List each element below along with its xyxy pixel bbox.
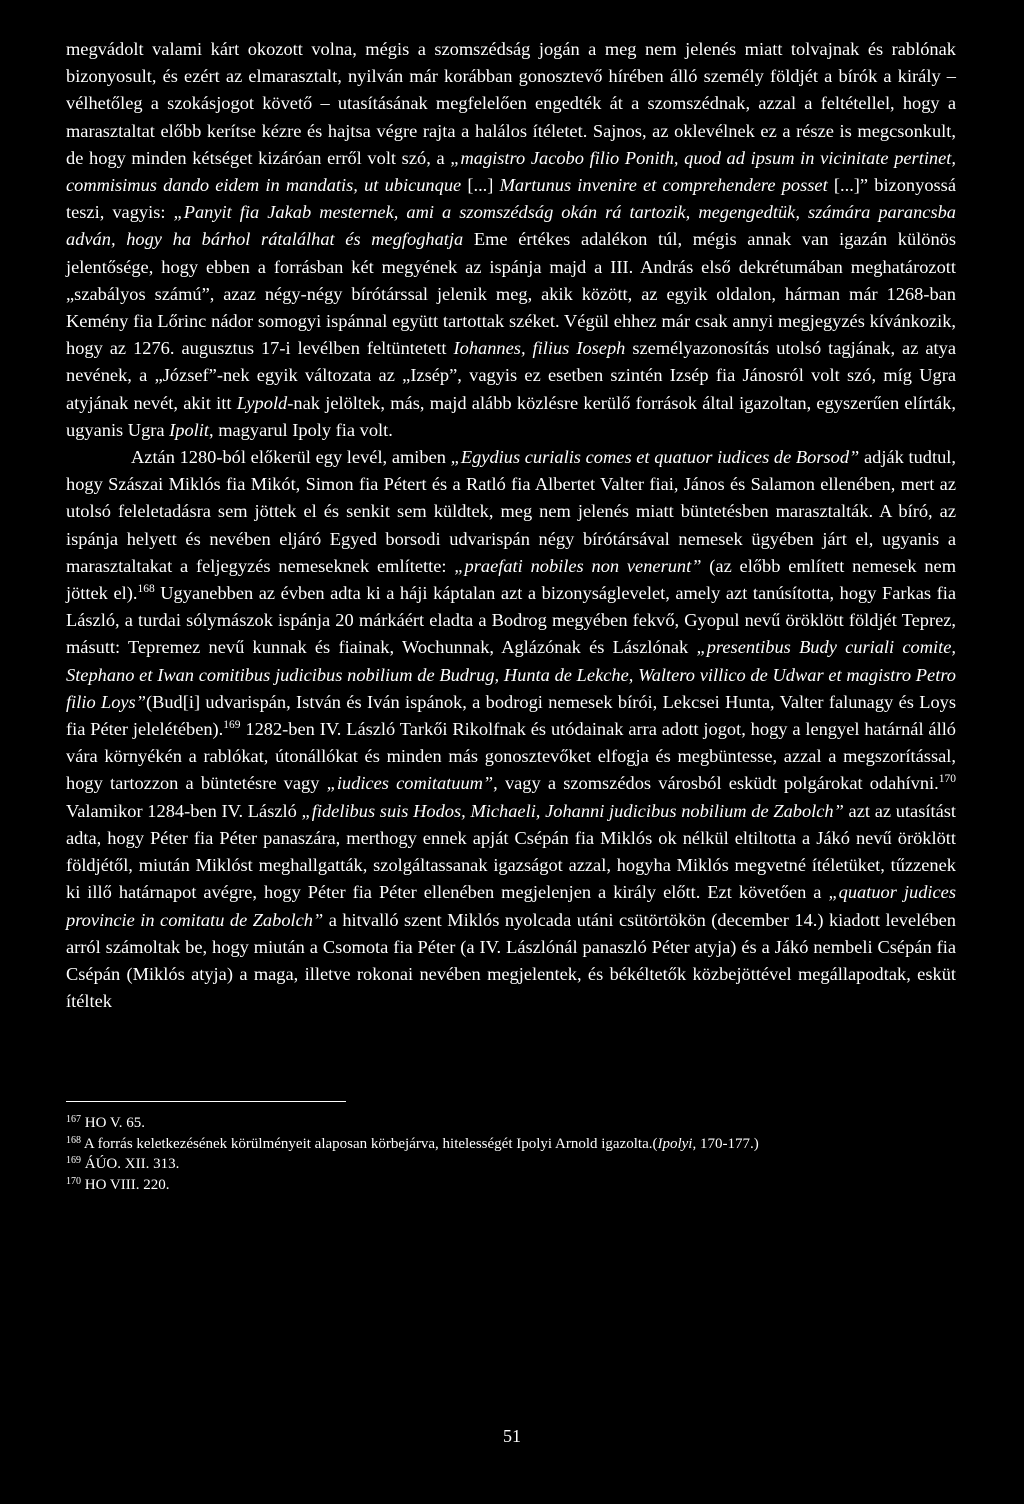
translation-quote: „Panyit fia Jakab mesternek, ami a szomszédság okán rá tartozik, megengedtük, számára parancsba adván, hogy ha bárhol rátalálhat és megfoghatja: [66, 202, 956, 250]
footnote-169: [66, 1154, 956, 1175]
page-number: 51: [503, 1426, 521, 1446]
footnote-ref-170[interactable]: 170: [938, 773, 956, 786]
latin-name: Lypold: [236, 392, 288, 413]
text-run: 1282-ben IV. László Tarkői Rikolfnak és utódainak arra adott jogot, hogy a lengyel határnál álló vára környékén a rablókat, útonállókat és minden más gonosztevőket elfogja és megbüntesse, azzal a megszorítással, hogy tartozzon a büntetésre vagy: [66, 719, 956, 794]
text-run: , magyarul Ipoly fia volt.: [209, 419, 393, 440]
paragraph-2: [66, 444, 956, 1015]
latin-name: Ipolit: [169, 419, 210, 440]
footnote-text: , 170-177.): [692, 1135, 759, 1152]
text-run: megvádolt valami kárt okozott volna, mégis a szomszédság jogán a meg nem jelenés miatt tolvajnak és rablónak bizonyosult, és ezért az elmarasztalt, nyilván már korábban gonosztevő hírében álló személy földjét a bírók a király – vélhetőleg a szokásjogot követő – utasításának megfelelően engedték át a szomszédnak, azzal a feltétellel, hogy a marasztaltat előbb kerítse kézre és hajtsa végre rajta a halálos ítéletet. Sajnos, az oklevélnek ez a része is megcsonkult, de hogy minden kétséget kizáróan erről volt szó, a: [66, 39, 956, 168]
footnote-number: 167: [66, 1114, 81, 1125]
paragraph-1: [66, 36, 956, 444]
latin-quote: „iudices comitatuum”: [326, 773, 494, 794]
body-text: [66, 36, 956, 1015]
footnote-divider: [66, 1101, 346, 1102]
footnote-italic: Ipolyi: [657, 1135, 693, 1152]
text-run: Ugyanebben az évben adta ki a háji káptalan azt a bizonyságlevelet, amely azt tanúsította, hogy Farkas fia László, a turdai sólymászok ispánja 20 márkáért eladta a Bodrog megyében fekvő, Gyopul nevű öröklött földjét Teprez, másutt: Tepremez nevű kunnak és fiainak, Wochunnak, Aglázónak és Lászlónak: [66, 583, 956, 658]
latin-quote: „magistro Jacobo filio Ponith, quod ad ipsum in vicinitate pertinet, commisimus dando eidem in mandatis, ut ubicunque: [66, 147, 956, 196]
footnote-text: ÁÚO. XII. 313.: [81, 1156, 180, 1172]
text-run: , vagy a szomszédos városból esküdt polgárokat odahívni.: [493, 773, 939, 794]
footnote-text: HO V. 65.: [81, 1115, 146, 1131]
text-run: adják tudtul, hogy Szászai Miklós fia Mikót, Simon fia Pétert és a Ratló fia Albertet Valter fiai, János és Salamon ellenében, mert az utolsó feleletadásra sem jöttek el és senkit sem küldtek, meg nem jelenés miatt büntetésben marasztalták. A bíró, az ispánja helyett és nevében eljáró Egyed borsodi udvarispán négy bírótársával nemesek ügyében járt el, ugyanis a marasztaltakat a feljegyzés nemeseknek említette:: [66, 447, 956, 576]
footnote-text: A forrás keletkezésének körülményeit alaposan körbejárva, hitelességét Ipolyi Arnold igazolta.(: [81, 1135, 658, 1152]
latin-name: Iohannes, filius Ioseph: [453, 338, 626, 359]
footnotes: [66, 1113, 956, 1195]
text-run: -nak jelöltek, más, majd alább közlésre kerülő források által igazoltan, egyszerűen elírták, ugyanis Ugra: [66, 392, 956, 440]
footnote-number: 168: [66, 1134, 81, 1146]
text-run: Aztán 1280-ból előkerül egy levél, amiben: [131, 447, 451, 468]
footnote-167: [66, 1113, 956, 1134]
text-run: személyazonosítás utolsó tagjának, az atya nevének, a „József”-nek egyik változata az „Izsép”, vagyis ez esetben szintén Izsép fia Jánosról volt szó, míg Ugra atyjának nevét, akit itt: [66, 338, 956, 413]
text-run: Valamikor 1284-ben IV. László: [66, 800, 302, 821]
latin-quote: „Egydius curialis comes et quatuor iudices de Borsod”: [450, 447, 860, 468]
text-run: (az előbb említett nemesek nem jöttek el).: [66, 555, 956, 604]
latin-quote: „praefati nobiles non venerunt”: [454, 555, 702, 576]
latin-quote: „quatuor judices provincie in comitatu de Zabolch”: [66, 882, 956, 930]
text-run: a hitvalló szent Miklós nyolcada utáni csütörtökön (december 14.) kiadott levelében arról számoltak be, hogy miután a Csomota fia Péter (a IV. Lászlónál panaszló Péter atyja) és a Jákó nembeli Csépán fia Csépán (Miklós atyja) a maga, illetve rokonai nevében megjelentek, és békéltetők közbejöttével megállapodtak, esküt ítéltek: [66, 909, 956, 1012]
text-run: Eme értékes adalékon túl, mégis annak van igazán különös jelentősége, hogy ebben a forrásban két megyének az ispánja majd a III. András első dekrétumában meghatározott „szabályos számú”, azaz négy-négy bírótárssal jelenik meg, akik között, az egyik oldalon, hárman már 1268-ban Kemény fia Lőrinc nádor somogyi ispánnal együtt tartottak széket. Végül ehhez már csak annyi megjegyzés kívánkozik, hogy az 1276. augusztus 17-i levélben feltüntetett: [66, 229, 956, 359]
footnote-ref-169[interactable]: 169: [223, 719, 241, 732]
text-run: azt az utasítást adta, hogy Péter fia Péter panaszára, merthogy ennek apját Csépán fia Miklós ok nélkül eltiltotta a Jákó nevű öröklött földjétől, miután Miklóst meghallgatták, szolgáltassanak igazságot azzal, hogyha Miklós megvetné ítéletüket, tűzzenek ki illő határnapot avégre, hogy Péter fia Péter ellenében megjelenjen a király előtt. Ezt követően a: [66, 800, 956, 903]
footnote-ref-168[interactable]: 168: [137, 583, 155, 596]
text-run: [...]” bizonyossá teszi, vagyis:: [66, 175, 956, 223]
text-run: (Bud[i] udvarispán, István és Iván ispánok, a bodrogi nemesek bírói, Lekcsei Hunta, Valter falunagy és Loys fia Péter jelelétében).: [66, 691, 957, 740]
text-run: [...]: [461, 175, 500, 196]
footnote-number: 169: [66, 1155, 81, 1166]
footnote-168: [66, 1134, 956, 1155]
footnote-170: [66, 1175, 956, 1196]
latin-quote: „presentibus Budy curiali comite, Stephano et Iwan comitibus judicibus nobilium de Budrug, Hunta de Lekche, Waltero villico de Udwar et magistro Petro filio Loys”: [66, 637, 956, 712]
footnote-number: 170: [66, 1175, 81, 1187]
footnote-text: HO VIII. 220.: [81, 1176, 170, 1193]
latin-quote: „fidelibus suis Hodos, Michaeli, Johanni judicibus nobilium de Zabolch”: [301, 800, 844, 821]
latin-quote: Martunus invenire et comprehendere posset: [499, 175, 828, 196]
